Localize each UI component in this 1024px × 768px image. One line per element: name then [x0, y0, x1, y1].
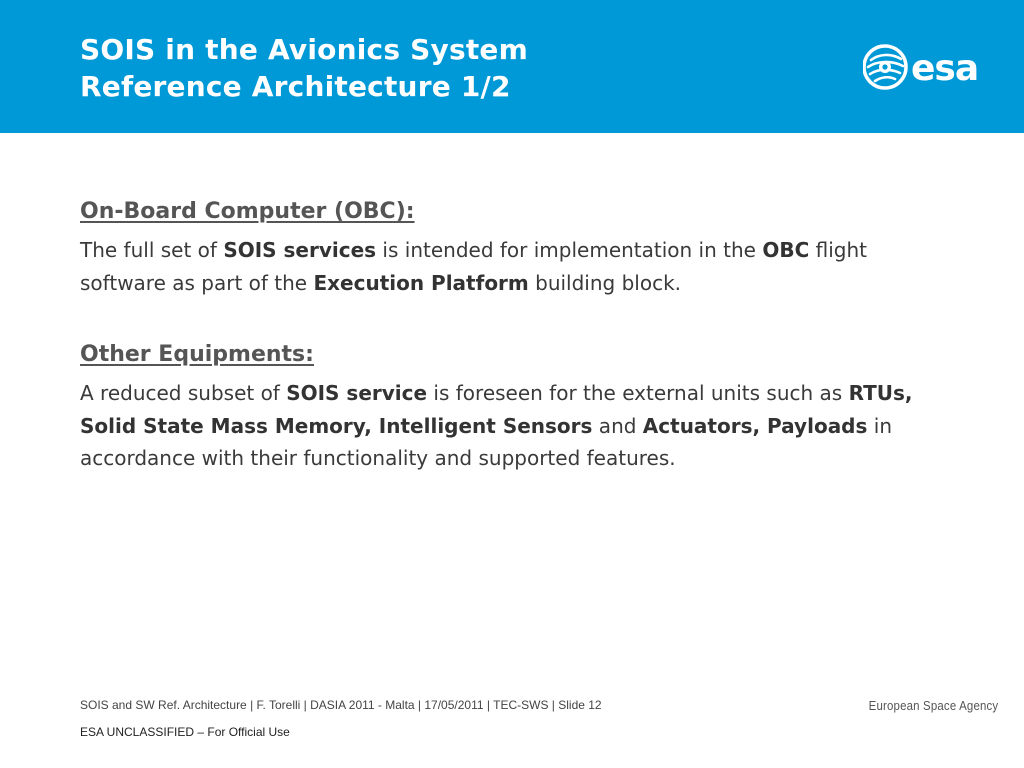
logo-wordmark: esa: [911, 48, 979, 89]
section-heading-other-equipments: Other Equipments:: [80, 342, 314, 367]
text-run: is foreseen for the external units such as: [427, 381, 849, 405]
text-run: flight software as part of the: [80, 238, 867, 295]
section-heading-obc: On-Board Computer (OBC):: [80, 199, 415, 224]
section-gap: [80, 299, 940, 337]
esa-logo-icon: [863, 40, 999, 94]
slide-header: [0, 0, 1024, 133]
text-run: in accordance with their functionality and supported features.: [80, 413, 892, 470]
text-run-bold: Execution Platform: [313, 270, 529, 295]
text-run: A reduced subset of: [80, 381, 287, 405]
text-run-bold: RTUs, Solid State Mass Memory, Intelligent Sensors: [80, 381, 913, 438]
text-run: is intended for implementation in the: [376, 238, 763, 262]
text-run-bold: OBC: [762, 238, 810, 262]
section-body-obc: [80, 234, 930, 299]
footer-classification: ESA UNCLASSIFIED – For Official Use: [80, 725, 290, 739]
slide-title: [80, 31, 528, 105]
text-run: The full set of: [80, 238, 224, 262]
slide-title-line1: SOIS in the Avionics System: [80, 33, 528, 66]
section-body-other-equipments: [80, 377, 930, 475]
text-run: and: [592, 413, 643, 438]
text-run-bold: Actuators, Payloads: [642, 413, 868, 438]
footer-info: SOIS and SW Ref. Architecture | F. Torelli | DASIA 2011 - Malta | 17/05/2011 | TEC-SWS | Slide 12: [80, 698, 602, 712]
slide-content: [80, 194, 940, 475]
footer-agency-name: European Space Agency: [868, 698, 998, 713]
text-run-bold: SOIS services: [223, 238, 377, 262]
slide-title-line2: Reference Architecture 1/2: [80, 70, 511, 103]
text-run-bold: SOIS service: [286, 381, 428, 405]
text-run: building block.: [528, 270, 682, 295]
